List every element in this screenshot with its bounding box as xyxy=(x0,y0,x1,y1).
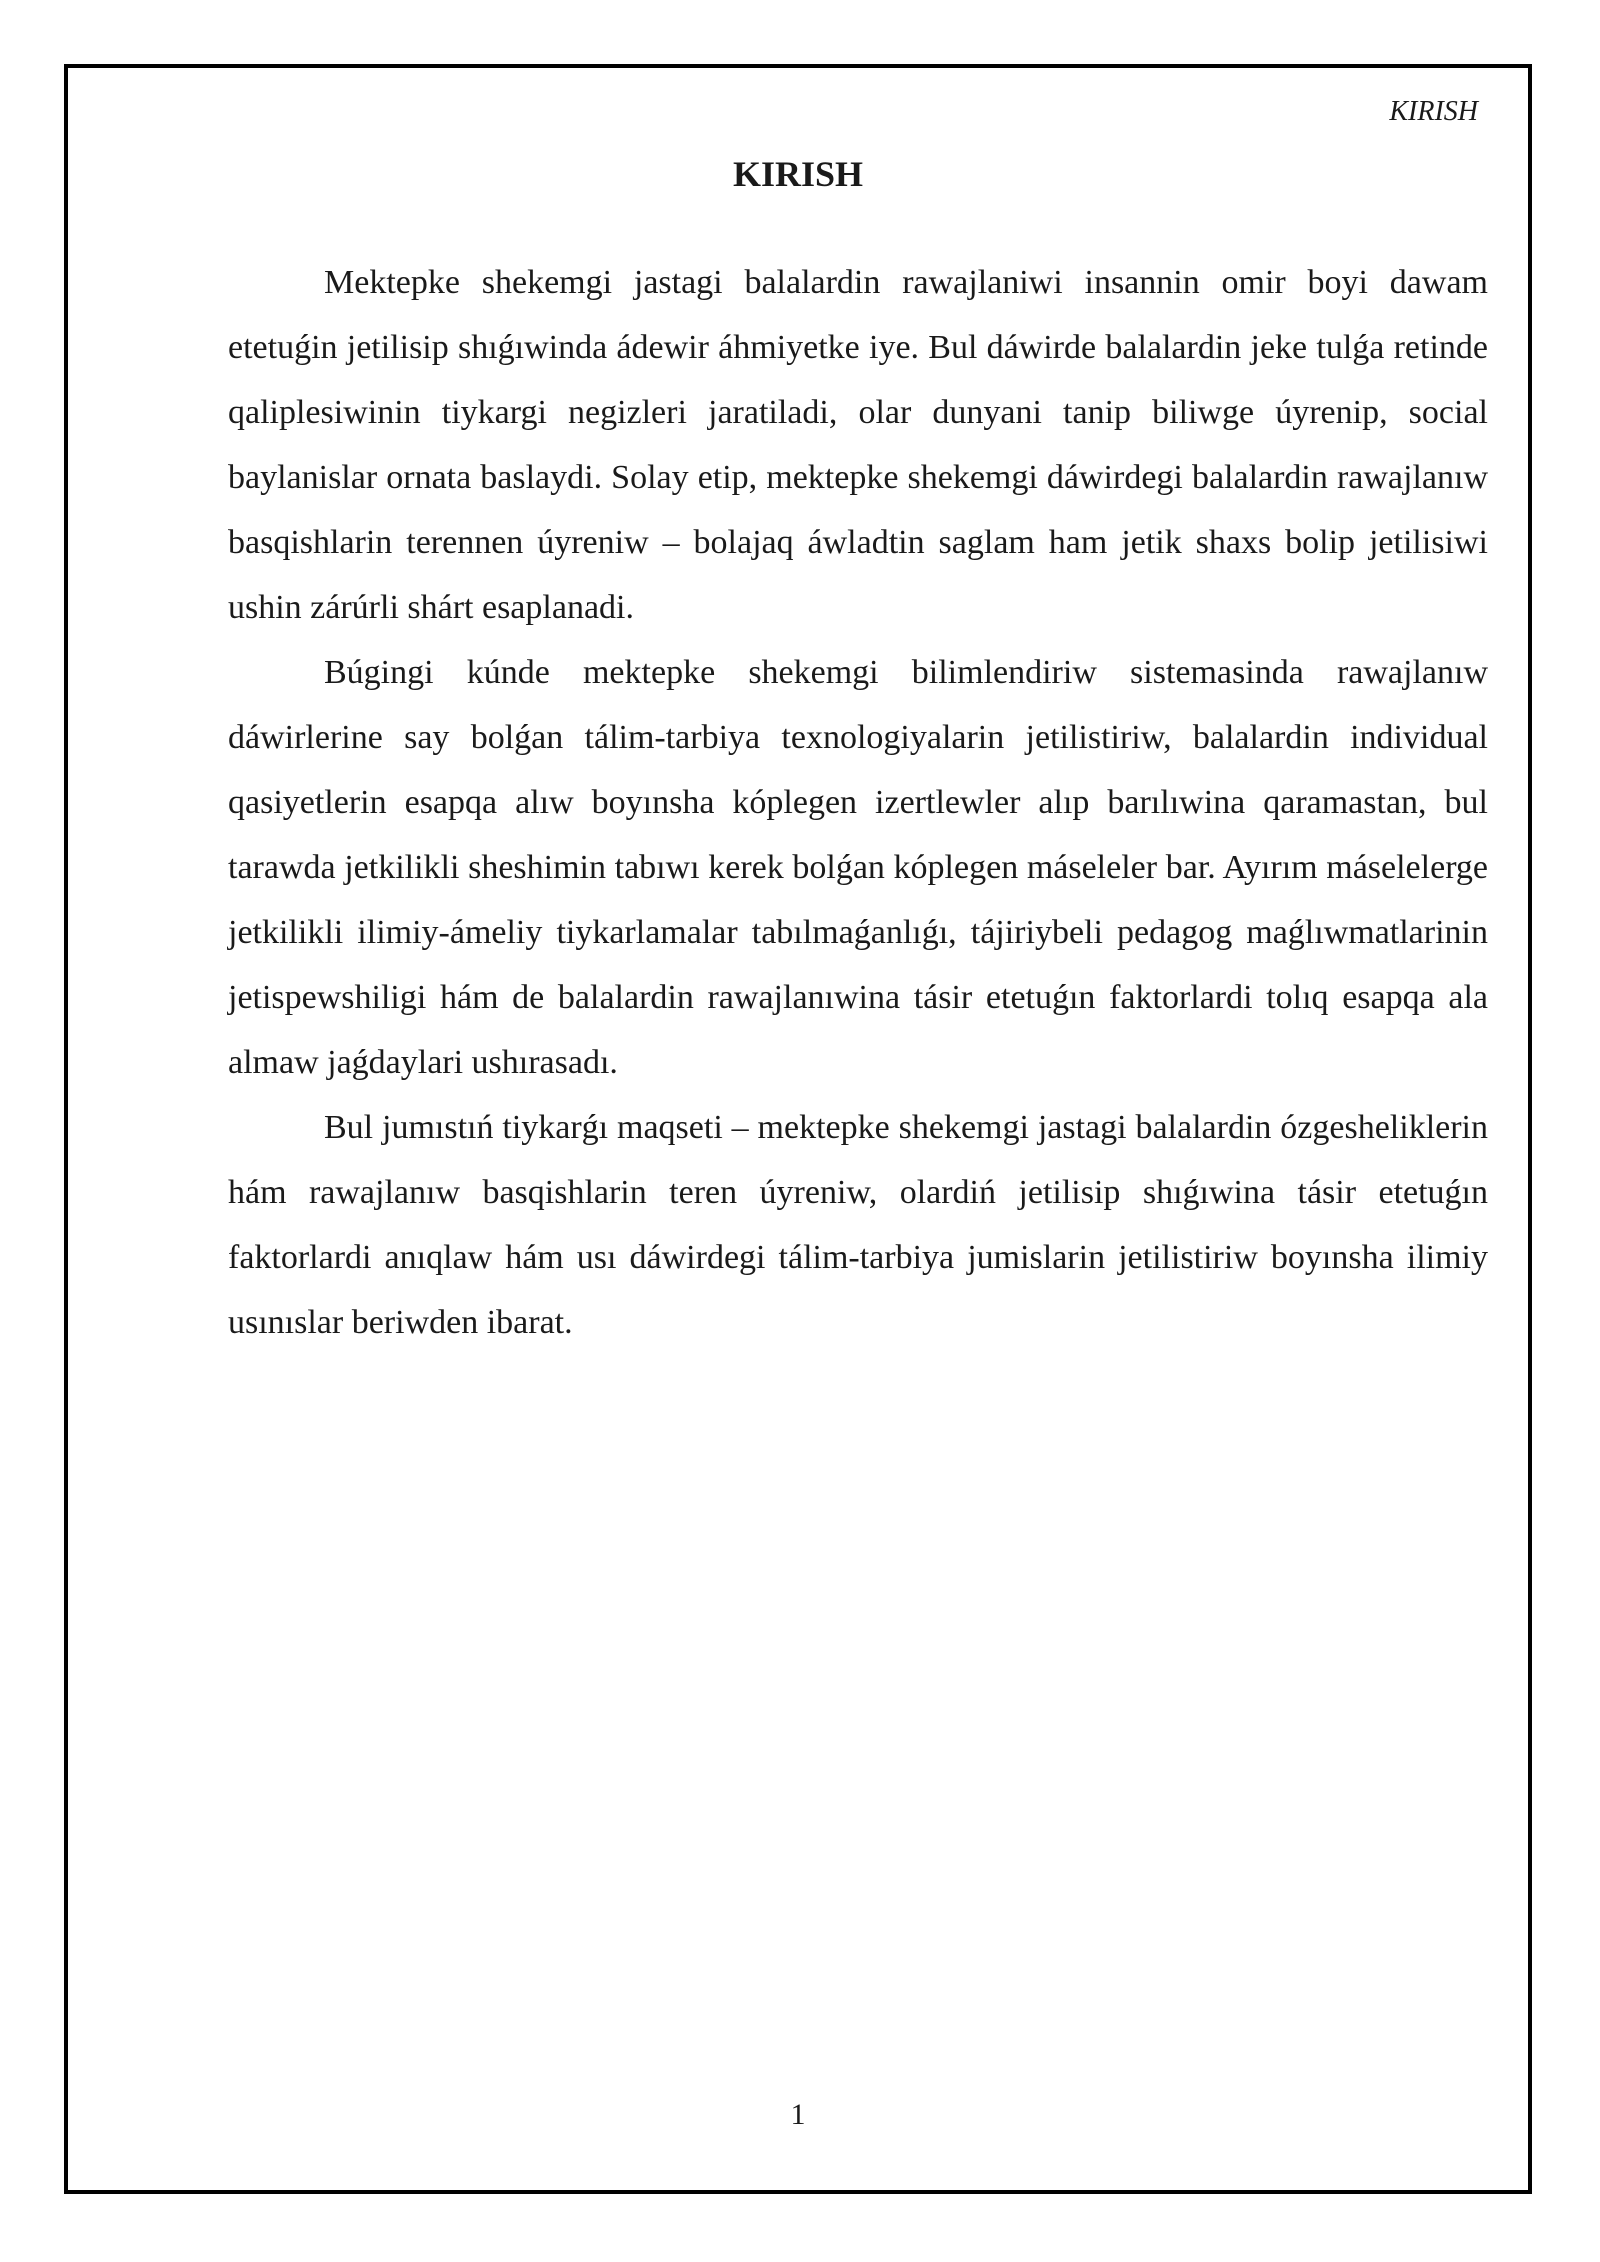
page-title: KIRISH xyxy=(732,154,864,194)
paragraph-1: Mektepke shekemgi jastagi balalardin rawajlaniwi insannin omir boyi dawam etetuǵin jetilisip shıǵıwinda ádewir áhmiyetke iye. Bul dáwirde balalardin jeke tulǵa retinde qaliplesiwinin tiykargi negizleri jaratiladi, olar dunyani tanip biliwge úyrenip, social baylanislar ornata baslaydi. Solay etip, mektepke shekemgi dáwirdegi balalardin rawajlanıw basqishlarin terennen úyreniw – bolajaq áwladtin saglam ham jetik shaxs bolip jetilisiwi ushin zárúrli shárt esaplanadi. xyxy=(228,264,1488,626)
paragraph-2: Búgingi kúnde mektepke shekemgi bilimlendiriw sistemasinda rawajlanıw dáwirlerine say bolǵan tálim-tarbiya texnologiyalarin jetilistiriw, balalardin individual qasiyetlerin esapqa alıw boyınsha kóplegen izertlewler alıp barılıwina qaramastan, bul tarawda jetkilikli sheshimin tabıwı kerek bolǵan kóplegen máseleler bar. Ayırım máselelerge jetkilikli ilimiy-ámeliy tiykarlamalar tabılmaǵanlıǵı, tájiriybeli pedagog maǵlıwmatlarinin jetispewshiligi hám de balalardin rawajlanıwina tásir etetuǵın faktorlardi tolıq esapqa ala almaw jaǵdaylari ushırasadı. xyxy=(228,654,1488,1081)
body-text xyxy=(228,250,1488,1355)
page-border xyxy=(64,64,1532,2194)
page-number: 1 xyxy=(790,2098,806,2131)
running-header: KIRISH xyxy=(1389,96,1478,127)
paragraph-3: Bul jumıstıń tiykarǵı maqseti – mektepke shekemgi jastagi balalardin ózgesheliklerin hám rawajlanıw basqishlarin teren úyreniw, olardiń jetilisip shıǵıwina tásir etetuǵın faktorlardi anıqlaw hám usı dáwirdegi tálim-tarbiya jumislarin jetilistiriw boyınsha ilimiy usınıslar beriwden ibarat. xyxy=(228,1109,1488,1341)
